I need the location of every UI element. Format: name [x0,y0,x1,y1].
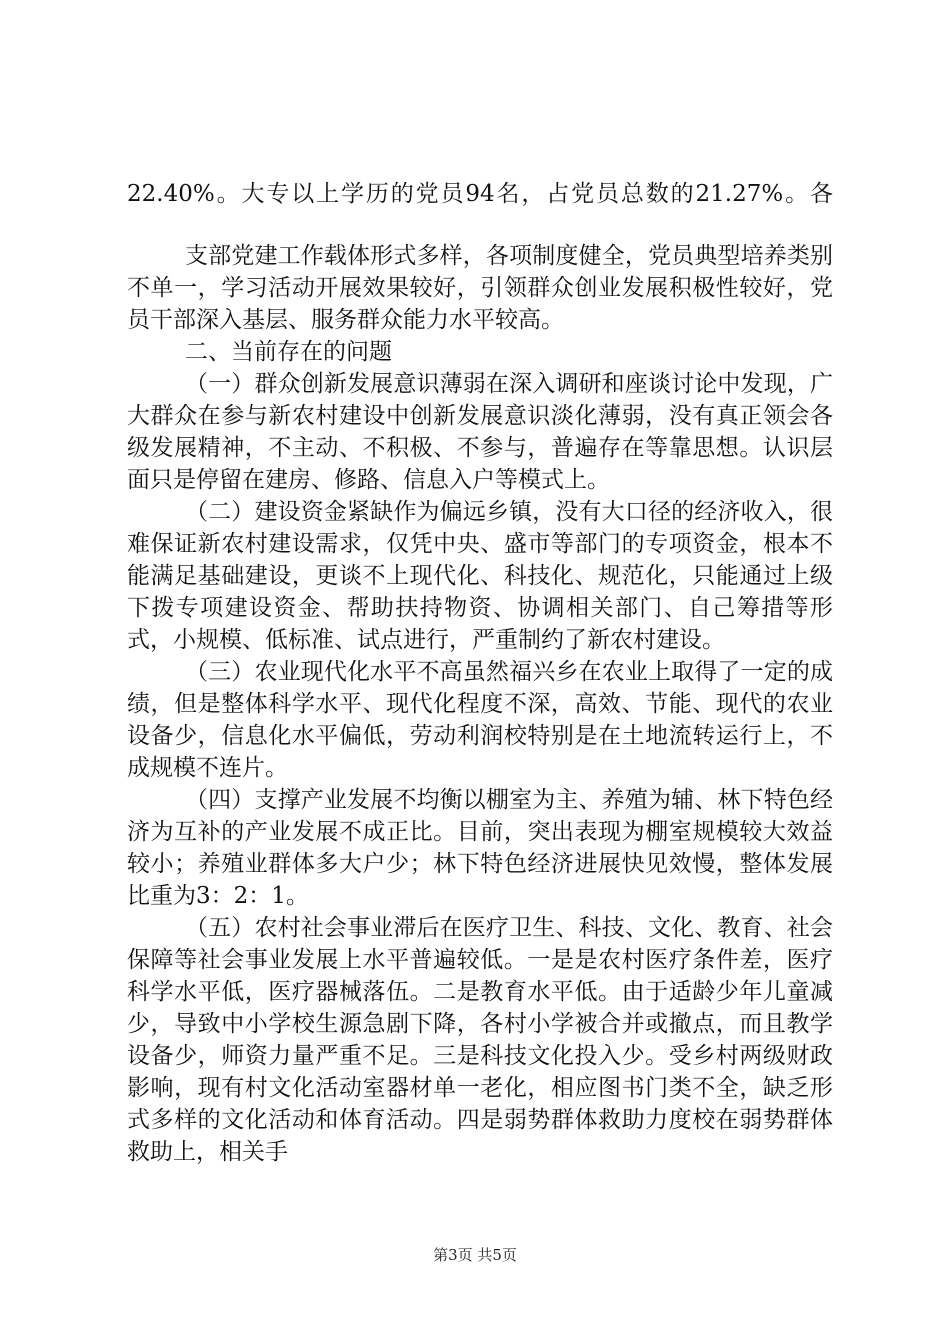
body-text [127,240,833,1168]
paragraph-problem-3: （三）农业现代化水平不高虽然福兴乡在农业上取得了一定的成绩，但是整体科学水平、现代化程度不深，高效、节能、现代的农业设备少，信息化水平偏低，劳动利润校特别是在土地流转运行上，不成规模不连片。 [127,659,833,781]
paragraph-problem-5: （五）农村社会事业滞后在医疗卫生、科技、文化、教育、社会保障等社会事业发展上水平普遍较低。一是是农村医疗条件差，医疗科学水平低，医疗器械落伍。二是教育水平低。由于适龄少年儿童减少，导致中小学校生源急剧下降，各村小学被合并或撤点，而且教学设备少，师资力量严重不足。三是科技文化投入少。受乡村两级财政影响，现有村文化活动室器材单一老化，相应图书门类不全，缺乏形式多样的文化活动和体育活动。四是弱势群体救助力度校在弱势群体救助上，相关手 [127,915,833,1165]
page-number-footer: 第3页 共5页 [433,1246,517,1264]
paragraph-problem-1: （一）群众创新发展意识薄弱在深入调研和座谈讨论中发现，广大群众在参与新农村建设中创新发展意识淡化薄弱，没有真正领会各级发展精神，不主动、不积极、不参与，普遍存在等靠思想。认识层面只是停留在建房、修路、信息入户等模式上。 [127,371,833,493]
continued-line: 22.40%。大专以上学历的党员94名，占党员总数的21.27%。各 [127,181,833,207]
paragraph-problem-2: （二）建设资金紧缺作为偏远乡镇，没有大口径的经济收入，很难保证新农村建设需求，仅凭中央、盛市等部门的专项资金，根本不能满足基础建设，更谈不上现代化、科技化、规范化，只能通过上级下拨专项建设资金、帮助扶持物资、协调相关部门、自己筹措等形式，小规模、低标准、试点进行，严重制约了新农村建设。 [127,499,833,653]
paragraph-problem-4: （四）支撑产业发展不均衡以棚室为主、养殖为辅、林下特色经济为互补的产业发展不成正比。目前，突出表现为棚室规模较大效益较小；养殖业群体多大户少；林下特色经济进展快见效慢，整体发展比重为3：2：1。 [127,787,833,909]
paragraph-party-building: 支部党建工作载体形式多样，各项制度健全，党员典型培养类别不单一，学习活动开展效果较好，引领群众创业发展积极性较好，党员干部深入基层、服务群众能力水平较高。 [127,243,833,333]
section-heading-problems: 二、当前存在的问题 [185,339,392,365]
